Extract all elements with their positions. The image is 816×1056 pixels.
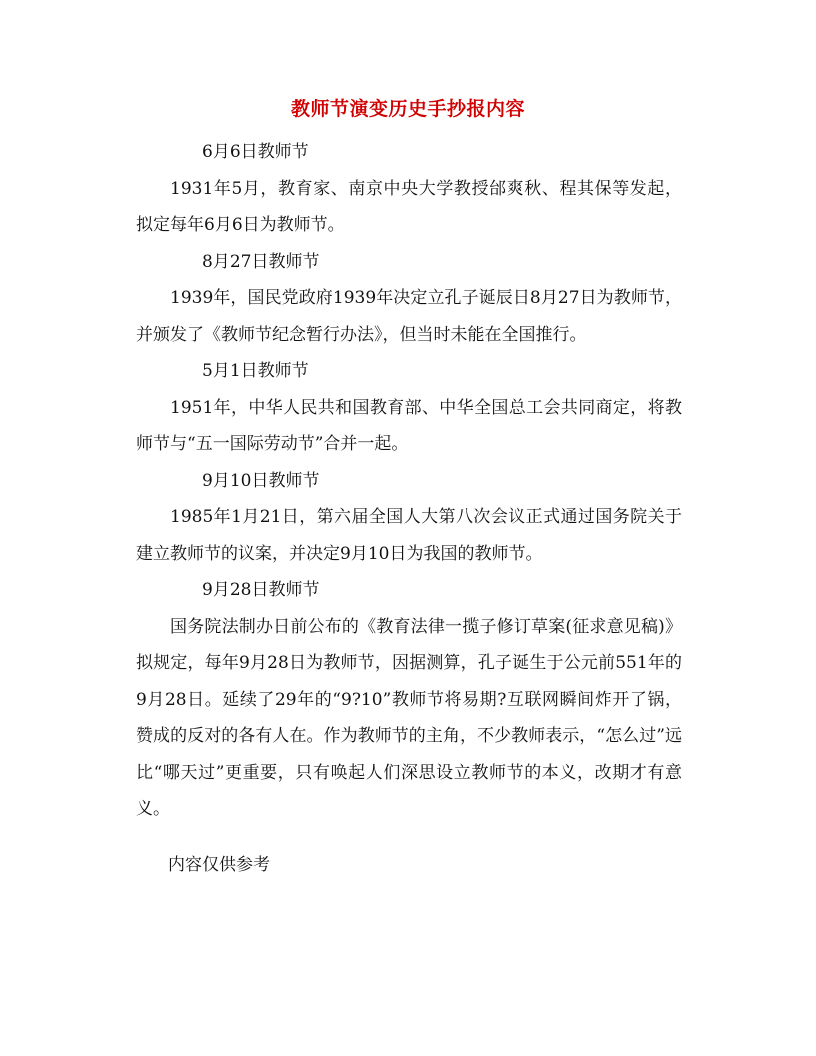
- section-heading-jun6: 6月6日教师节: [202, 142, 309, 162]
- footnote: 内容仅供参考: [168, 855, 270, 875]
- section-heading-sep10: 9月10日教师节: [202, 470, 320, 491]
- section-text-aug27: 1939年，国民党政府1939年决定立孔子诞辰日8月27日为教师节，并颁发了《教师节纪念暂行办法》，但当时未能在全国推行。: [136, 288, 682, 345]
- section-text-jun6: 1931年5月，教育家、南京中央大学教授邰爽秋、程其保等发起，拟定每年6月6日为教师节。: [136, 178, 682, 235]
- section-text-may1: 1951年，中华人民共和国教育部、中华全国总工会共同商定，将教师节与“五一国际劳动节”合并一起。: [136, 397, 682, 454]
- section-heading-may1: 5月1日教师节: [202, 361, 309, 381]
- section-heading-aug27: 8月27日教师节: [202, 251, 320, 272]
- section-heading-sep28: 9月28日教师节: [202, 580, 320, 600]
- section-text-sep28: 国务院法制办日前公布的《教育法律一揽子修订草案(征求意见稿)》拟规定，每年9月28日为教师节，因据测算，孔子诞生于公元前551年的9月28日。延续了29年的“9?10”教师节将易期?互联网瞬间炸开了锅，赞成的反对的各有人在。作为教师节的主角，不少教师表示，“怎么过”远比“哪天过”更重要，只有唤起人们深思设立教师节的本义，改期才有意义。: [136, 616, 682, 819]
- document-title: 教师节演变历史手抄报内容: [290, 98, 525, 120]
- section-text-sep10: 1985年1月21日，第六届全国人大第八次会议正式通过国务院关于建立教师节的议案，并决定9月10日为我国的教师节。: [136, 507, 682, 564]
- document-body: [136, 134, 682, 828]
